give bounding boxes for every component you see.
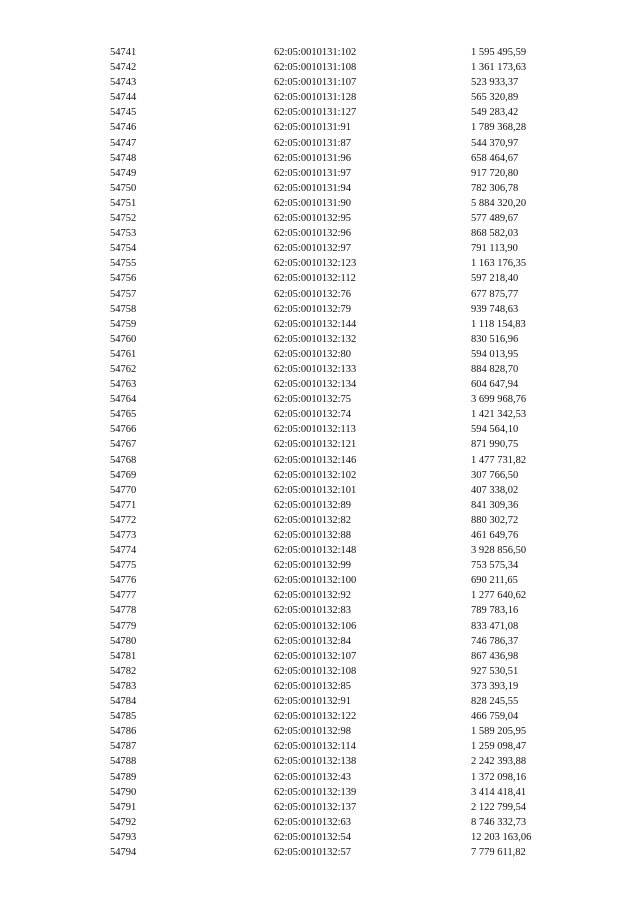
row-number: 54778 bbox=[110, 605, 137, 617]
row-number: 54764 bbox=[110, 394, 137, 406]
cadastral-value: 2 122 799,54 bbox=[471, 801, 527, 813]
cadastral-number: 62:05:0010132:101 bbox=[274, 484, 357, 496]
cadastral-value: 867 436,98 bbox=[471, 650, 519, 662]
row-number: 54789 bbox=[110, 771, 137, 783]
cadastral-value: 880 302,72 bbox=[471, 514, 519, 526]
table-row bbox=[110, 120, 580, 135]
cadastral-value: 5 884 320,20 bbox=[471, 197, 527, 209]
table-row bbox=[110, 619, 580, 634]
cadastral-number: 62:05:0010132:134 bbox=[274, 379, 357, 391]
table-row bbox=[110, 709, 580, 724]
cadastral-value: 1 259 098,47 bbox=[471, 741, 527, 753]
cadastral-value: 3 699 968,76 bbox=[471, 394, 527, 406]
cadastral-value: 1 372 098,16 bbox=[471, 771, 527, 783]
table-row bbox=[110, 785, 580, 800]
row-number: 54766 bbox=[110, 424, 137, 436]
cadastral-value: 577 489,67 bbox=[471, 213, 519, 225]
cadastral-number: 62:05:0010132:148 bbox=[274, 545, 357, 557]
row-number: 54769 bbox=[110, 469, 137, 481]
cadastral-value: 1 789 368,28 bbox=[471, 122, 527, 134]
cadastral-value: 597 218,40 bbox=[471, 273, 519, 285]
cadastral-number: 62:05:0010132:113 bbox=[274, 424, 356, 436]
cadastral-number: 62:05:0010132:74 bbox=[274, 409, 352, 421]
cadastral-number: 62:05:0010132:57 bbox=[274, 846, 352, 858]
cadastral-value: 868 582,03 bbox=[471, 228, 519, 240]
cadastral-value: 830 516,96 bbox=[471, 333, 519, 345]
cadastral-value: 927 530,51 bbox=[471, 665, 519, 677]
row-number: 54759 bbox=[110, 318, 137, 330]
row-number: 54785 bbox=[110, 711, 137, 723]
cadastral-value: 789 783,16 bbox=[471, 605, 519, 617]
table-row bbox=[110, 422, 580, 437]
table-row bbox=[110, 588, 580, 603]
cadastral-number: 62:05:0010132:121 bbox=[274, 439, 357, 451]
cadastral-value: 549 283,42 bbox=[471, 107, 519, 119]
cadastral-number: 62:05:0010132:43 bbox=[274, 771, 352, 783]
row-number: 54791 bbox=[110, 801, 137, 813]
table-row bbox=[110, 483, 580, 498]
cadastral-value: 1 595 495,59 bbox=[471, 47, 527, 58]
cadastral-number: 62:05:0010132:84 bbox=[274, 635, 352, 647]
cadastral-number: 62:05:0010132:75 bbox=[274, 394, 352, 406]
row-number: 54773 bbox=[110, 530, 137, 541]
cadastral-value: 7 779 611,82 bbox=[471, 846, 526, 858]
row-number: 54770 bbox=[110, 484, 137, 496]
cadastral-number: 62:05:0010132:91 bbox=[274, 696, 352, 708]
table-row bbox=[110, 45, 580, 60]
cadastral-number: 62:05:0010132:108 bbox=[274, 665, 357, 677]
cadastral-number: 62:05:0010132:102 bbox=[274, 469, 357, 481]
table-row bbox=[110, 377, 580, 392]
table-row bbox=[110, 649, 580, 664]
table-row bbox=[110, 392, 580, 407]
row-number: 54788 bbox=[110, 756, 137, 768]
table-row bbox=[110, 453, 580, 468]
row-number: 54758 bbox=[110, 303, 137, 315]
cadastral-number: 62:05:0010132:106 bbox=[274, 620, 357, 632]
row-number: 54745 bbox=[110, 107, 137, 119]
cadastral-value: 753 575,34 bbox=[471, 560, 519, 572]
cadastral-value: 658 464,67 bbox=[471, 152, 519, 164]
table-row bbox=[110, 211, 580, 226]
cadastral-value: 594 564,10 bbox=[471, 424, 519, 436]
table-row bbox=[110, 770, 580, 785]
row-number: 54756 bbox=[110, 273, 137, 285]
table-row bbox=[110, 437, 580, 452]
row-number: 54793 bbox=[110, 831, 137, 843]
cadastral-value: 884 828,70 bbox=[471, 363, 519, 375]
table-row bbox=[110, 724, 580, 739]
cadastral-number: 62:05:0010131:87 bbox=[274, 137, 352, 149]
table-row bbox=[110, 347, 580, 362]
cadastral-value: 1 163 176,35 bbox=[471, 258, 527, 270]
cadastral-number: 62:05:0010132:54 bbox=[274, 831, 352, 843]
cadastral-value: 1 477 731,82 bbox=[471, 454, 527, 466]
table-row bbox=[110, 196, 580, 211]
table-row bbox=[110, 543, 580, 558]
cadastral-value: 2 242 393,88 bbox=[471, 756, 527, 768]
row-number: 54790 bbox=[110, 786, 137, 798]
row-number: 54750 bbox=[110, 182, 137, 194]
cadastral-number: 62:05:0010132:123 bbox=[274, 258, 357, 270]
row-number: 54752 bbox=[110, 213, 137, 225]
table-row bbox=[110, 166, 580, 181]
cadastral-number: 62:05:0010132:80 bbox=[274, 348, 352, 360]
cadastral-value: 523 933,37 bbox=[471, 77, 519, 89]
table-row bbox=[110, 256, 580, 271]
table-row bbox=[110, 271, 580, 286]
cadastral-number: 62:05:0010131:96 bbox=[274, 152, 352, 164]
cadastral-value: 373 393,19 bbox=[471, 680, 519, 692]
row-number: 54784 bbox=[110, 696, 137, 708]
row-number: 54751 bbox=[110, 197, 137, 209]
row-number: 54779 bbox=[110, 620, 137, 632]
table-row bbox=[110, 664, 580, 679]
table-row bbox=[110, 694, 580, 709]
row-number: 54747 bbox=[110, 137, 137, 149]
cadastral-number: 62:05:0010132:139 bbox=[274, 786, 357, 798]
table-row bbox=[110, 151, 580, 166]
cadastral-number: 62:05:0010132:146 bbox=[274, 454, 357, 466]
row-number: 54777 bbox=[110, 590, 137, 602]
cadastral-value: 841 309,36 bbox=[471, 499, 519, 511]
table-row bbox=[110, 603, 580, 618]
row-number: 54763 bbox=[110, 379, 137, 391]
row-number: 54768 bbox=[110, 454, 137, 466]
table-row bbox=[110, 754, 580, 769]
table-row bbox=[110, 407, 580, 422]
row-number: 54783 bbox=[110, 680, 137, 692]
cadastral-value: 871 990,75 bbox=[471, 439, 519, 451]
table-row bbox=[110, 800, 580, 815]
cadastral-value: 544 370,97 bbox=[471, 137, 519, 149]
row-number: 54748 bbox=[110, 152, 137, 164]
cadastral-value: 746 786,37 bbox=[471, 635, 519, 647]
table-row bbox=[110, 498, 580, 513]
cadastral-value: 8 746 332,73 bbox=[471, 816, 527, 828]
cadastral-number: 62:05:0010132:92 bbox=[274, 590, 352, 602]
cadastral-number: 62:05:0010132:96 bbox=[274, 228, 352, 240]
cadastral-number: 62:05:0010132:76 bbox=[274, 288, 352, 300]
cadastral-value: 917 720,80 bbox=[471, 167, 519, 179]
cadastral-value: 466 759,04 bbox=[471, 711, 519, 723]
cadastral-number: 62:05:0010131:128 bbox=[274, 92, 357, 104]
row-number: 54754 bbox=[110, 243, 137, 255]
cadastral-value: 3 414 418,41 bbox=[471, 786, 527, 798]
table-row bbox=[110, 815, 580, 830]
table-row bbox=[110, 181, 580, 196]
table-row bbox=[110, 105, 580, 120]
cadastral-number: 62:05:0010132:63 bbox=[274, 816, 352, 828]
cadastral-number: 62:05:0010132:122 bbox=[274, 711, 357, 723]
cadastral-number: 62:05:0010131:94 bbox=[274, 182, 352, 194]
row-number: 54765 bbox=[110, 409, 137, 421]
cadastral-number: 62:05:0010132:107 bbox=[274, 650, 357, 662]
cadastral-value: 594 013,95 bbox=[471, 348, 519, 360]
table-row bbox=[110, 362, 580, 377]
table-row bbox=[110, 302, 580, 317]
row-number: 54742 bbox=[110, 62, 137, 74]
cadastral-number: 62:05:0010132:132 bbox=[274, 333, 357, 345]
cadastral-number: 62:05:0010132:133 bbox=[274, 363, 357, 375]
row-number: 54741 bbox=[110, 47, 137, 58]
cadastral-number: 62:05:0010132:89 bbox=[274, 499, 352, 511]
cadastral-number: 62:05:0010131:90 bbox=[274, 197, 352, 209]
cadastral-number: 62:05:0010131:102 bbox=[274, 47, 357, 58]
cadastral-number: 62:05:0010132:88 bbox=[274, 530, 352, 541]
cadastral-value: 939 748,63 bbox=[471, 303, 519, 315]
row-number: 54780 bbox=[110, 635, 137, 647]
table-row bbox=[110, 75, 580, 90]
cadastral-value: 12 203 163,06 bbox=[471, 831, 532, 843]
cadastral-number: 62:05:0010131:91 bbox=[274, 122, 352, 134]
row-number: 54771 bbox=[110, 499, 137, 511]
row-number: 54760 bbox=[110, 333, 137, 345]
cadastral-value: 1 589 205,95 bbox=[471, 726, 527, 738]
cadastral-number: 62:05:0010132:98 bbox=[274, 726, 352, 738]
cadastral-number: 62:05:0010132:137 bbox=[274, 801, 357, 813]
cadastral-number: 62:05:0010132:97 bbox=[274, 243, 352, 255]
cadastral-value: 565 320,89 bbox=[471, 92, 519, 104]
row-number: 54755 bbox=[110, 258, 137, 270]
row-number: 54772 bbox=[110, 514, 137, 526]
row-number: 54749 bbox=[110, 167, 137, 179]
row-number: 54743 bbox=[110, 77, 137, 89]
table-row bbox=[110, 468, 580, 483]
table-row bbox=[110, 558, 580, 573]
cadastral-number: 62:05:0010131:107 bbox=[274, 77, 357, 89]
cadastral-number: 62:05:0010132:79 bbox=[274, 303, 352, 315]
row-number: 54761 bbox=[110, 348, 137, 360]
table-row bbox=[110, 573, 580, 588]
row-number: 54776 bbox=[110, 575, 137, 587]
cadastral-number: 62:05:0010132:83 bbox=[274, 605, 352, 617]
table-row bbox=[110, 90, 580, 105]
table-row bbox=[110, 332, 580, 347]
row-number: 54786 bbox=[110, 726, 137, 738]
row-number: 54753 bbox=[110, 228, 137, 240]
cadastral-value: 407 338,02 bbox=[471, 484, 519, 496]
table-row bbox=[110, 241, 580, 256]
cadastral-number: 62:05:0010132:114 bbox=[274, 741, 356, 753]
cadastral-value: 1 277 640,62 bbox=[471, 590, 527, 602]
row-number: 54774 bbox=[110, 545, 137, 557]
row-number: 54781 bbox=[110, 650, 137, 662]
table-row bbox=[110, 845, 580, 860]
cadastral-value: 1 361 173,63 bbox=[471, 62, 527, 74]
row-number: 54757 bbox=[110, 288, 137, 300]
table-row bbox=[110, 513, 580, 528]
cadastral-value: 833 471,08 bbox=[471, 620, 519, 632]
table-row bbox=[110, 634, 580, 649]
table-row bbox=[110, 830, 580, 845]
cadastral-value: 1 421 342,53 bbox=[471, 409, 527, 421]
cadastral-number: 62:05:0010132:112 bbox=[274, 273, 356, 285]
table-row bbox=[110, 136, 580, 151]
table-row bbox=[110, 226, 580, 241]
cadastral-number: 62:05:0010132:144 bbox=[274, 318, 357, 330]
cadastral-number: 62:05:0010131:108 bbox=[274, 62, 357, 74]
cadastral-value: 1 118 154,83 bbox=[471, 318, 526, 330]
cadastral-number: 62:05:0010132:85 bbox=[274, 680, 352, 692]
row-number: 54762 bbox=[110, 363, 137, 375]
cadastral-number: 62:05:0010132:138 bbox=[274, 756, 357, 768]
cadastral-value: 828 245,55 bbox=[471, 696, 519, 708]
table-row bbox=[110, 60, 580, 75]
table-row bbox=[110, 317, 580, 332]
row-number: 54775 bbox=[110, 560, 137, 572]
row-number: 54746 bbox=[110, 122, 137, 134]
cadastral-value: 677 875,77 bbox=[471, 288, 519, 300]
cadastral-value: 461 649,76 bbox=[471, 530, 519, 541]
cadastral-value: 782 306,78 bbox=[471, 182, 519, 194]
cadastral-number: 62:05:0010131:97 bbox=[274, 167, 352, 179]
cadastral-value: 307 766,50 bbox=[471, 469, 519, 481]
cadastral-value: 3 928 856,50 bbox=[471, 545, 527, 557]
cadastral-number: 62:05:0010132:82 bbox=[274, 514, 352, 526]
row-number: 54787 bbox=[110, 741, 137, 753]
row-number: 54744 bbox=[110, 92, 137, 104]
cadastral-number: 62:05:0010132:95 bbox=[274, 213, 352, 225]
row-number: 54792 bbox=[110, 816, 137, 828]
table-row bbox=[110, 679, 580, 694]
row-number: 54767 bbox=[110, 439, 137, 451]
row-number: 54794 bbox=[110, 846, 137, 858]
cadastral-value: 690 211,65 bbox=[471, 575, 518, 587]
cadastral-value: 791 113,90 bbox=[471, 243, 518, 255]
table-row bbox=[110, 287, 580, 302]
table-row bbox=[110, 739, 580, 754]
cadastral-number: 62:05:0010132:100 bbox=[274, 575, 357, 587]
row-number: 54782 bbox=[110, 665, 137, 677]
cadastral-number: 62:05:0010132:99 bbox=[274, 560, 352, 572]
cadastral-number: 62:05:0010131:127 bbox=[274, 107, 357, 119]
cadastral-value: 604 647,94 bbox=[471, 379, 519, 391]
cadastral-value-table bbox=[110, 45, 580, 860]
table-row bbox=[110, 528, 580, 543]
